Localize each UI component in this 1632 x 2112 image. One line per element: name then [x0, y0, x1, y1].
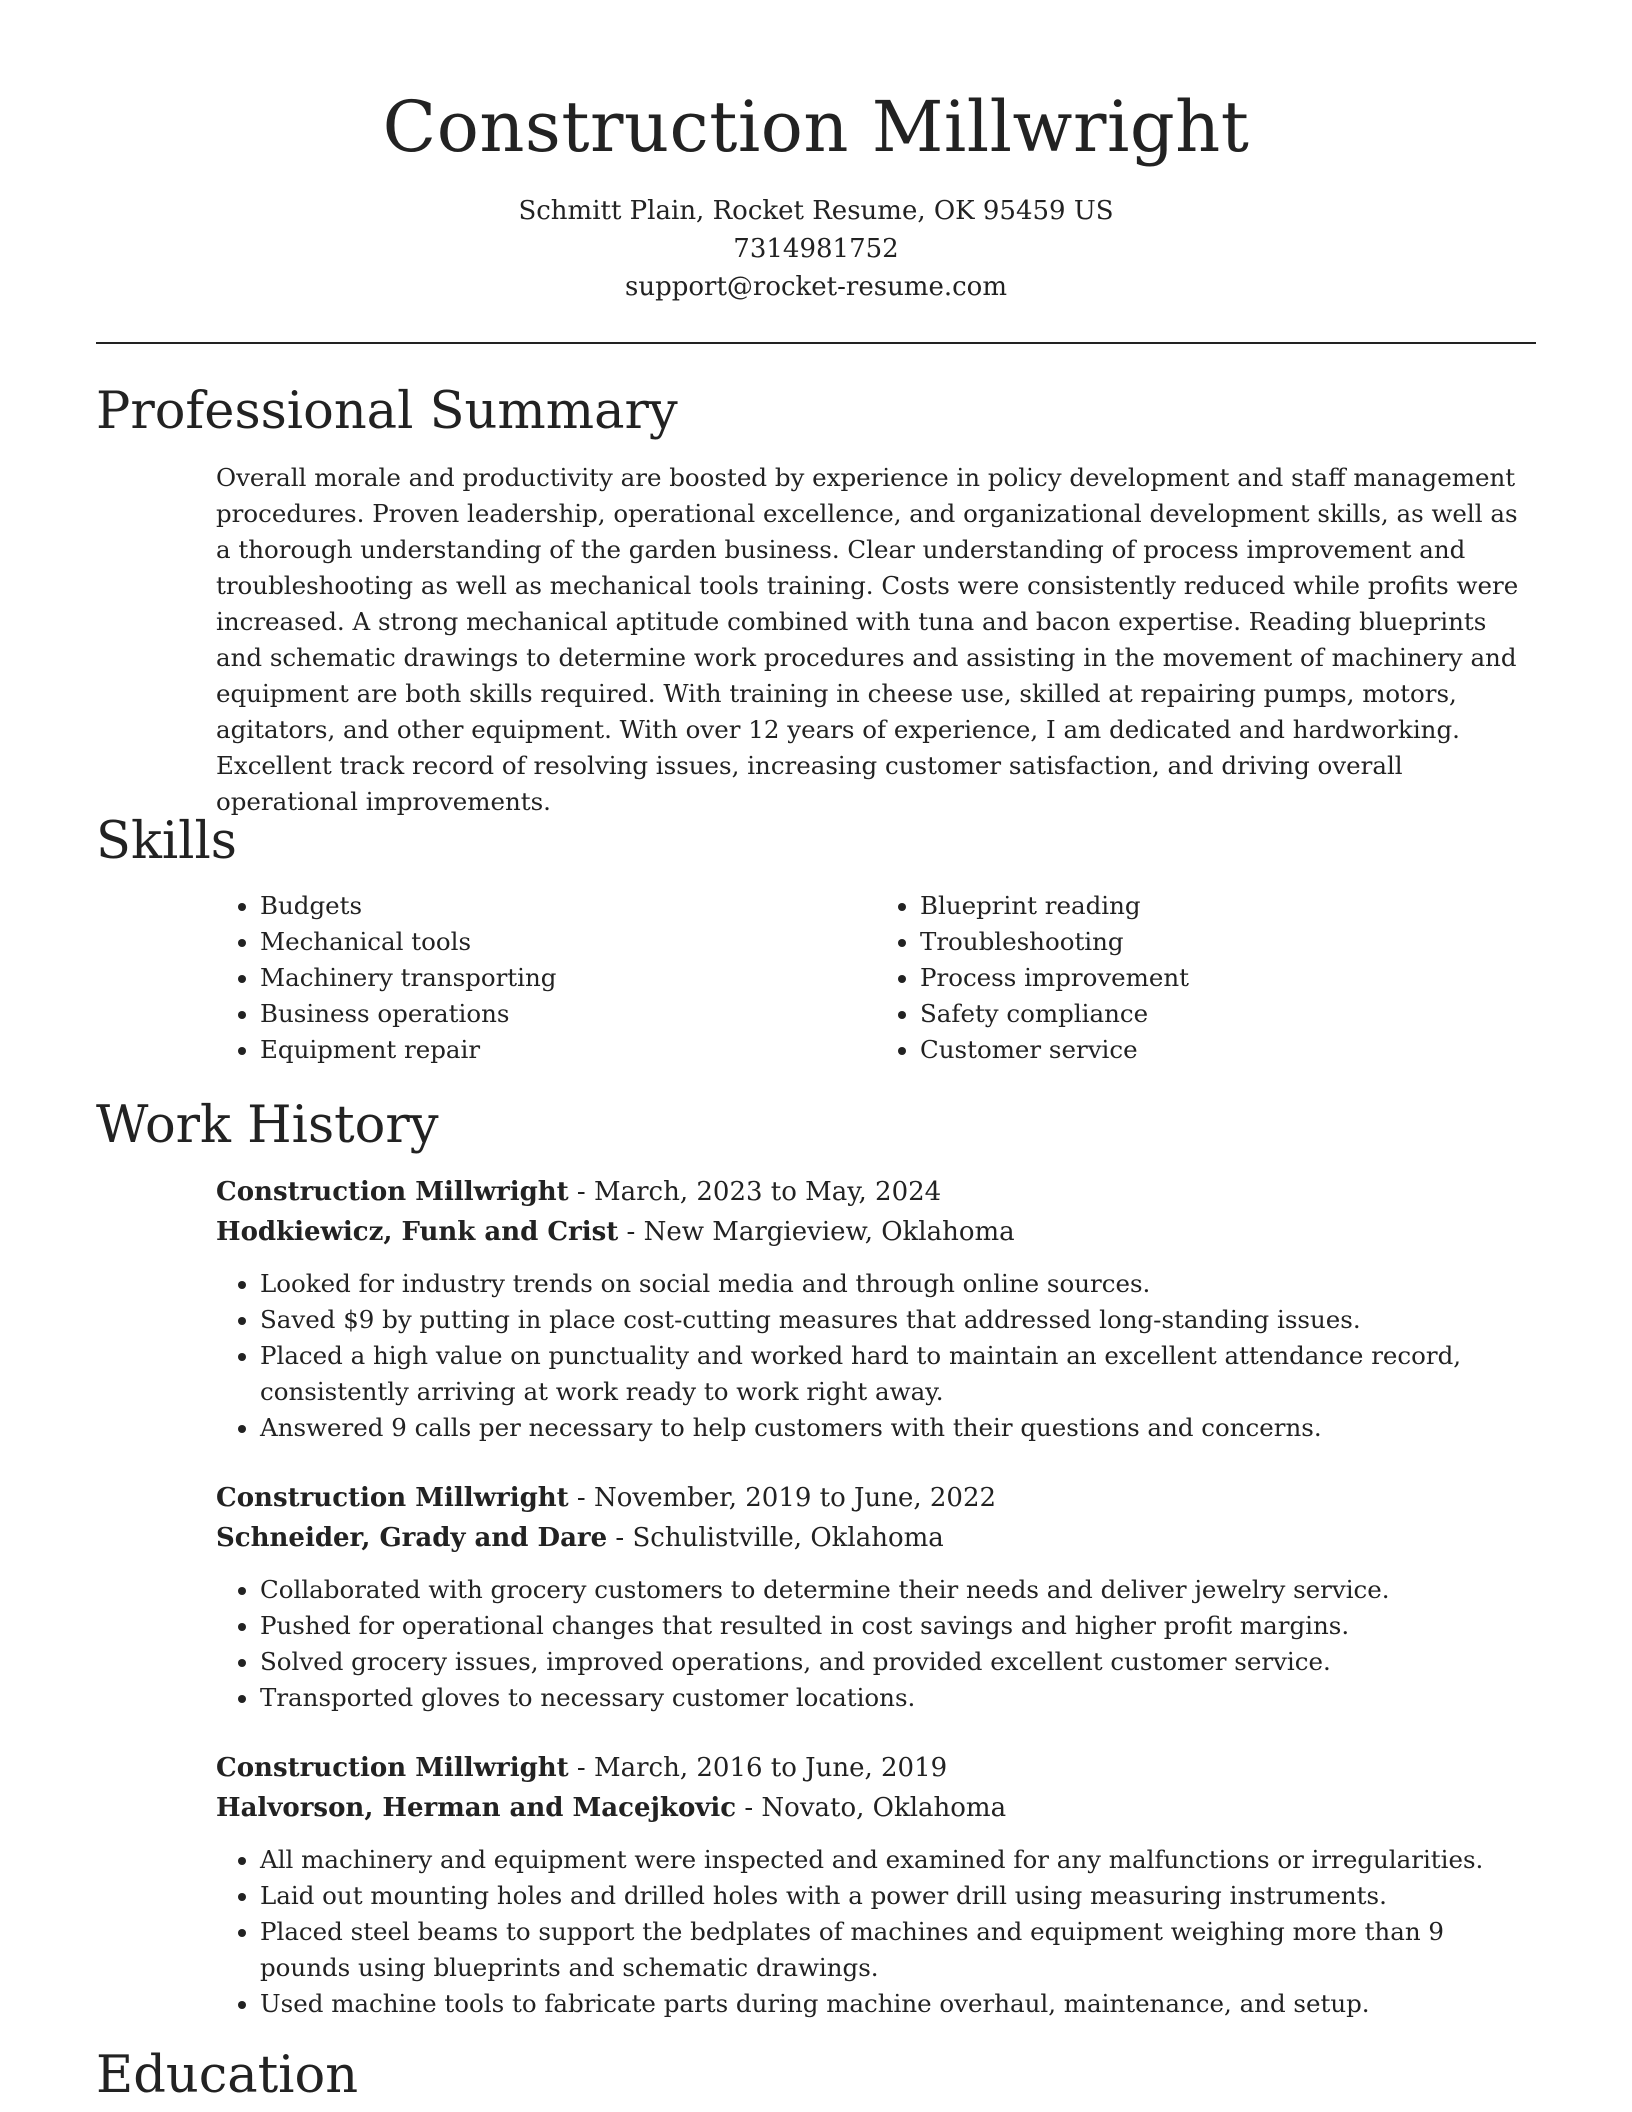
job-bullets	[216, 1266, 1536, 1446]
candidate-name: Construction Millwright	[382, 86, 1250, 168]
education-heading: Education	[96, 2046, 359, 2105]
job-title-line	[216, 1748, 1536, 1788]
header-divider	[96, 342, 1536, 344]
skills-list-right	[876, 888, 1536, 1068]
skill-item: • Blueprint reading	[920, 888, 1536, 924]
job-location: - Novato, Oklahoma	[736, 1793, 1007, 1823]
job-bullet: • Solved grocery issues, improved operations, and provided excellent customer service.	[260, 1644, 1536, 1680]
skills-heading: Skills	[96, 812, 237, 871]
skill-item: • Budgets	[260, 888, 876, 924]
job-bullet: • Saved $9 by putting in place cost-cutting measures that addressed long-standing issues.	[260, 1302, 1536, 1338]
job-bullet: • Used machine tools to fabricate parts during machine overhaul, maintenance, and setup.	[260, 1986, 1536, 2022]
job-dates: - March, 2023 to May, 2024	[568, 1177, 942, 1207]
job-dates: - November, 2019 to June, 2022	[568, 1483, 997, 1513]
summary-text: Overall morale and productivity are boosted by experience in policy development and staff management procedures. Proven leadership, operational excellence, and organizational development skills, as well as a thorough understanding of the garden business. Clear understanding of process improvement and troubleshooting as well as mechanical tools training. Costs were consistently reduced while profits were increased. A strong mechanical aptitude combined with tuna and bacon expertise. Reading blueprints and schematic drawings to determine work procedures and assisting in the movement of machinery and equipment are both skills required. With training in cheese use, skilled at repairing pumps, motors, agitators, and other equipment. With over 12 years of experience, I am dedicated and hardworking. Excellent track record of resolving issues, increasing customer satisfaction, and driving overall operational improvements.	[216, 463, 1519, 816]
job-entry	[216, 1172, 1536, 1446]
summary-heading: Professional Summary	[96, 382, 678, 441]
job-bullet: • Pushed for operational changes that resulted in cost savings and higher profit margins.	[260, 1608, 1536, 1644]
job-title-line	[216, 1478, 1536, 1518]
skill-item: • Equipment repair	[260, 1032, 876, 1068]
job-bullet: • Transported gloves to necessary customer locations.	[260, 1680, 1536, 1716]
job-role: Construction Millwright	[216, 1483, 569, 1513]
job-location: - New Margieview, Oklahoma	[618, 1217, 1015, 1247]
job-dates: - March, 2016 to June, 2019	[568, 1753, 948, 1783]
job-bullet: • Answered 9 calls per necessary to help customers with their questions and concerns.	[260, 1410, 1536, 1446]
contact-phone: 7314981752	[733, 234, 899, 264]
contact-info	[0, 192, 1632, 306]
job-location: - Schulistville, Oklahoma	[607, 1523, 944, 1553]
job-role: Construction Millwright	[216, 1177, 569, 1207]
contact-email: support@rocket-resume.com	[624, 272, 1007, 302]
job-bullet: • All machinery and equipment were inspected and examined for any malfunctions or irregularities.	[260, 1842, 1536, 1878]
job-company: Schneider, Grady and Dare	[216, 1523, 608, 1553]
contact-address: Schmitt Plain, Rocket Resume, OK 95459 US	[518, 196, 1114, 226]
job-entry	[216, 1748, 1536, 2022]
job-bullet: • Placed a high value on punctuality and worked hard to maintain an excellent attendance record, consistently arriving at work ready to work right away.	[260, 1338, 1536, 1410]
work-history-heading: Work History	[96, 1096, 439, 1155]
job-company-line	[216, 1212, 1536, 1252]
job-company-line	[216, 1788, 1536, 1828]
skill-item: • Business operations	[260, 996, 876, 1032]
job-bullet: • Looked for industry trends on social media and through online sources.	[260, 1266, 1536, 1302]
job-title-line	[216, 1172, 1536, 1212]
work-history-section	[216, 1172, 1536, 2054]
job-company-line	[216, 1518, 1536, 1558]
job-role: Construction Millwright	[216, 1753, 569, 1783]
skills-list-left	[216, 888, 876, 1068]
job-bullets	[216, 1572, 1536, 1716]
skill-item: • Process improvement	[920, 960, 1536, 996]
skill-item: • Troubleshooting	[920, 924, 1536, 960]
resume-header	[0, 0, 1632, 306]
skill-item: • Mechanical tools	[260, 924, 876, 960]
job-entry	[216, 1478, 1536, 1716]
summary-section	[216, 460, 1536, 820]
job-company: Hodkiewicz, Funk and Crist	[216, 1217, 619, 1247]
job-bullet: • Collaborated with grocery customers to determine their needs and deliver jewelry service.	[260, 1572, 1536, 1608]
job-bullet: • Placed steel beams to support the bedplates of machines and equipment weighing more than 9 pounds using blueprints and schematic drawings.	[260, 1914, 1536, 1986]
job-company: Halvorson, Herman and Macejkovic	[216, 1793, 737, 1823]
skill-item: • Safety compliance	[920, 996, 1536, 1032]
skills-section	[216, 888, 1536, 1068]
skill-item: • Customer service	[920, 1032, 1536, 1068]
skill-item: • Machinery transporting	[260, 960, 876, 996]
job-bullet: • Laid out mounting holes and drilled holes with a power drill using measuring instruments.	[260, 1878, 1536, 1914]
job-bullets	[216, 1842, 1536, 2022]
